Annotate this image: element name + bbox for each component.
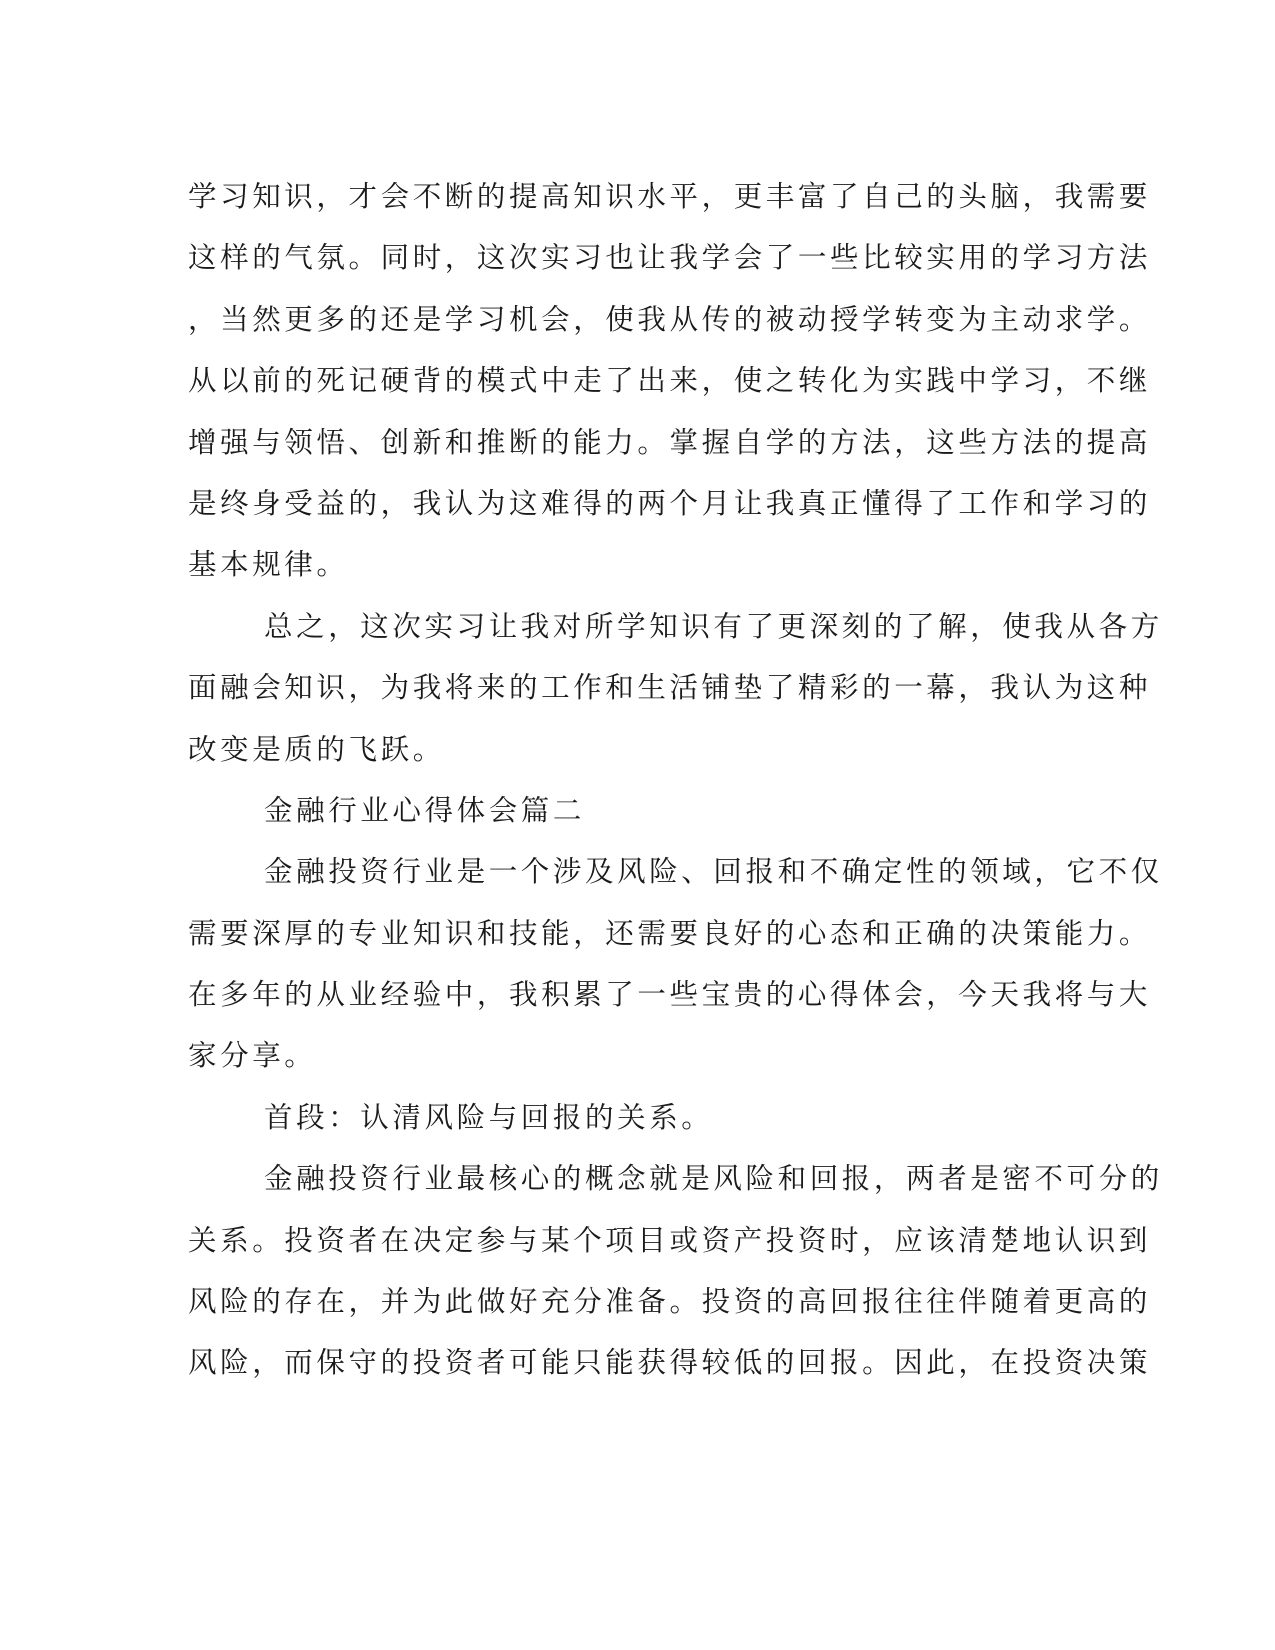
- section-heading: 金融行业心得体会篇二: [264, 793, 586, 827]
- text-line-9: 面融会知识，为我将来的工作和生活铺垫了精彩的一幕，我认为这种: [188, 671, 1152, 705]
- text-line-10: 改变是质的飞跃。: [188, 732, 445, 766]
- text-line-19: 风险的存在，并为此做好充分准备。投资的高回报往往伴随着更高的: [188, 1285, 1152, 1319]
- text-line-18: 关系。投资者在决定参与某个项目或资产投资时，应该清楚地认识到: [188, 1223, 1152, 1257]
- text-line-20: 风险，而保守的投资者可能只能获得较低的回报。因此，在投资决策: [188, 1346, 1152, 1380]
- text-line-4: 从以前的死记硬背的模式中走了出来，使之转化为实践中学习，不继: [188, 364, 1152, 398]
- text-line-3: ，当然更多的还是学习机会，使我从传的被动授学转变为主动求学。: [188, 302, 1152, 336]
- text-line-1: 学习知识，才会不断的提高知识水平，更丰富了自己的头脑，我需要: [188, 180, 1152, 213]
- text-line-13: 需要深厚的专业知识和技能，还需要良好的心态和正确的决策能力。: [188, 916, 1152, 950]
- text-line-17: 金融投资行业最核心的概念就是风险和回报，两者是密不可分的: [264, 1162, 1163, 1196]
- text-line-6: 是终身受益的，我认为这难得的两个月让我真正懂得了工作和学习的: [188, 486, 1152, 520]
- subsection-heading: 首段：认清风险与回报的关系。: [264, 1100, 714, 1134]
- text-line-14: 在多年的从业经验中，我积累了一些宝贵的心得体会，今天我将与大: [188, 978, 1152, 1012]
- document-body: [188, 166, 1163, 1394]
- text-line-8: 总之，这次实习让我对所学知识有了更深刻的了解，使我从各方: [264, 609, 1163, 643]
- text-line-2: 这样的气氛。同时，这次实习也让我学会了一些比较实用的学习方法: [188, 241, 1152, 275]
- text-line-12: 金融投资行业是一个涉及风险、回报和不确定性的领域，它不仅: [264, 855, 1163, 889]
- text-line-7: 基本规律。: [188, 548, 349, 582]
- text-line-5: 增强与领悟、创新和推断的能力。掌握自学的方法，这些方法的提高: [188, 425, 1152, 459]
- text-line-15: 家分享。: [188, 1039, 317, 1073]
